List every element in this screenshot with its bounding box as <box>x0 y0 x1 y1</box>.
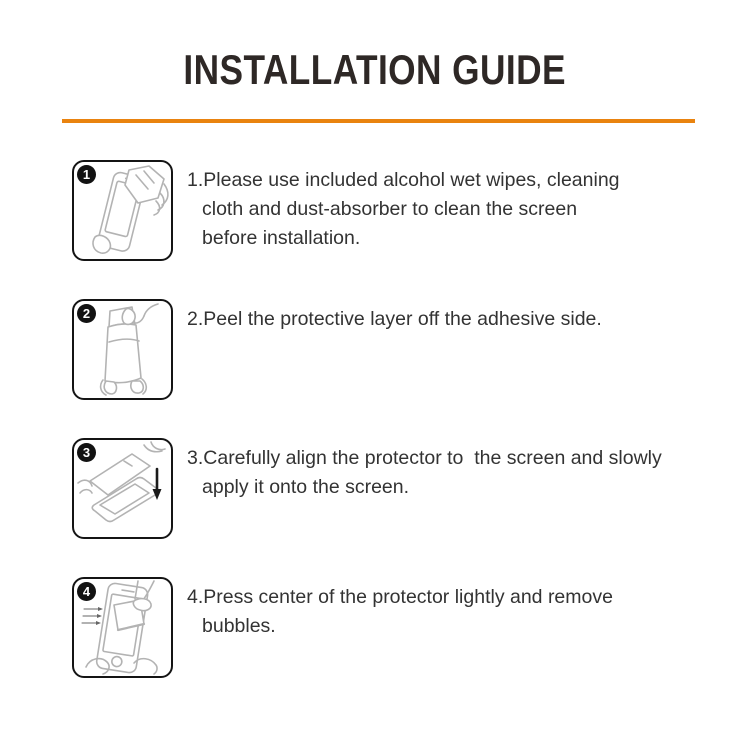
step-4-line-1: 4.Press center of the protector lightly and remove <box>187 586 613 608</box>
step-row-2 <box>72 299 750 400</box>
page-header <box>0 0 750 123</box>
step-4-number-badge <box>77 582 96 601</box>
step-1-number-badge <box>77 165 96 184</box>
page-title-text: INSTALLATION GUIDE <box>183 46 567 93</box>
step-2-text <box>187 299 602 334</box>
step-2-line-1: 2.Peel the protective layer off the adhesive side. <box>187 308 602 330</box>
step-3-number-badge <box>77 443 96 462</box>
step-1-line-3: before installation. <box>202 227 361 249</box>
step-4-text <box>187 577 613 641</box>
step-2-number: 2 <box>82 306 91 321</box>
step-row-4 <box>72 577 750 678</box>
step-row-1 <box>72 160 750 261</box>
step-1-illustration-box <box>72 160 173 261</box>
step-4-number: 4 <box>82 584 91 599</box>
step-4-line-2: bubbles. <box>202 615 276 637</box>
step-4-illustration-box <box>72 577 173 678</box>
step-row-3 <box>72 438 750 539</box>
step-1-text <box>187 160 620 253</box>
step-1-line-2: cloth and dust-absorber to clean the screen <box>202 198 578 220</box>
step-3-line-2: apply it onto the screen. <box>202 476 410 498</box>
step-2-number-badge <box>77 304 96 323</box>
step-3-text <box>187 438 662 502</box>
step-1-line-1: 1.Please use included alcohol wet wipes, cleaning <box>187 169 620 191</box>
step-3-line-1: 3.Carefully align the protector to the screen and slowly <box>187 447 662 469</box>
step-3-illustration-box <box>72 438 173 539</box>
steps-list <box>0 160 750 678</box>
step-3-number: 3 <box>82 445 91 460</box>
page-title <box>0 46 750 94</box>
accent-divider <box>62 119 695 123</box>
step-1-number: 1 <box>82 167 91 182</box>
step-2-illustration-box <box>72 299 173 400</box>
